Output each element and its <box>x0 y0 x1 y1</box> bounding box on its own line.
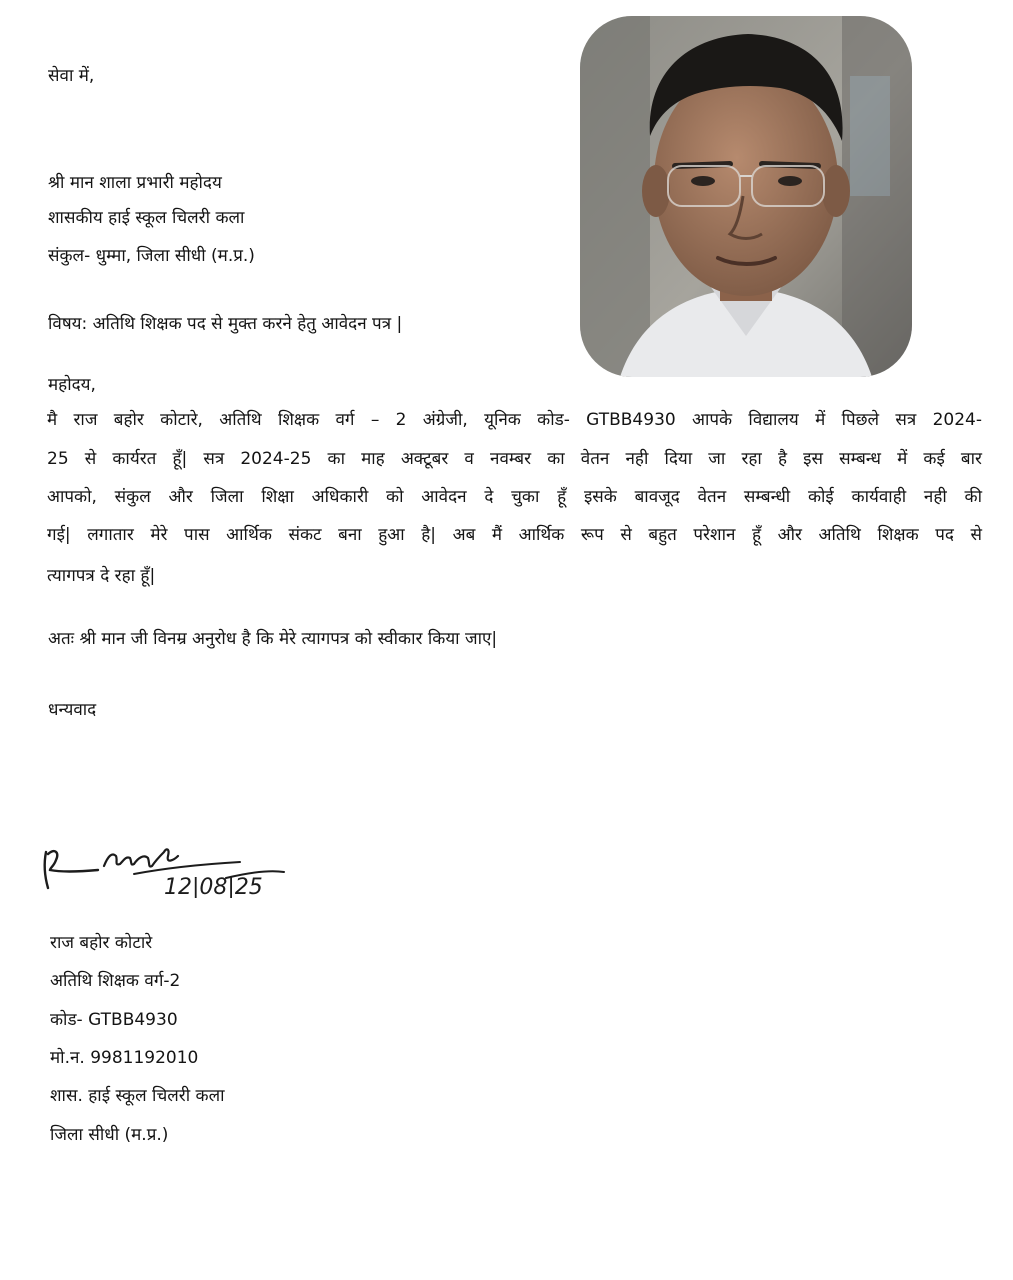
sender-mobile: मो.न. 9981192010 <box>50 1048 199 1068</box>
subject-line: विषय: अतिथि शिक्षक पद से मुक्त करने हेतु आवेदन पत्र | <box>48 314 403 334</box>
salutation-to: सेवा में, <box>48 66 95 86</box>
sender-school: शास. हाई स्कूल चिलरी कला <box>50 1086 225 1106</box>
body-line-2: 25 से कार्यरत हूँ| सत्र 2024-25 का माह अक्टूबर व नवम्बर का वेतन नही दिया जा रहा है इस सम्बन्ध में कई बार <box>47 449 982 469</box>
applicant-photo <box>580 16 912 377</box>
body-line-1: मै राज बहोर कोटारे, अतिथि शिक्षक वर्ग – 2 अंग्रेजी, यूनिक कोड- GTBB4930 आपके विद्यालय में पिछले सत्र 2024- <box>47 410 982 430</box>
body-line-4: गई| लगातार मेरे पास आर्थिक संकट बना हुआ है| अब मैं आर्थिक रूप से बहुत परेशान हूँ और अतिथि शिक्षक पद से <box>47 525 982 545</box>
sender-district: जिला सीधी (म.प्र.) <box>50 1125 169 1145</box>
recipient-line-3: संकुल- धुम्मा, जिला सीधी (म.प्र.) <box>48 246 255 266</box>
signature-date: 12|08|25 <box>164 875 263 898</box>
request-line: अतः श्री मान जी विनम्र अनुरोध है कि मेरे त्यागपत्र को स्वीकार किया जाए| <box>48 629 498 649</box>
signature <box>36 838 296 898</box>
thanks-line: धन्यवाद <box>48 700 97 720</box>
greeting: महोदय, <box>48 375 96 395</box>
recipient-line-2: शासकीय हाई स्कूल चिलरी कला <box>48 208 245 228</box>
body-line-3: आपको, संकुल और जिला शिक्षा अधिकारी को आवेदन दे चुका हूँ इसके बावजूद वेतन सम्बन्धी कोई कार्यवाही नही की <box>47 487 982 507</box>
sender-designation: अतिथि शिक्षक वर्ग-2 <box>50 971 181 991</box>
sender-name: राज बहोर कोटारे <box>50 933 153 953</box>
sender-code: कोड- GTBB4930 <box>50 1010 178 1030</box>
body-line-5: त्यागपत्र दे रहा हूँ| <box>47 566 156 586</box>
recipient-line-1: श्री मान शाला प्रभारी महोदय <box>48 173 222 193</box>
